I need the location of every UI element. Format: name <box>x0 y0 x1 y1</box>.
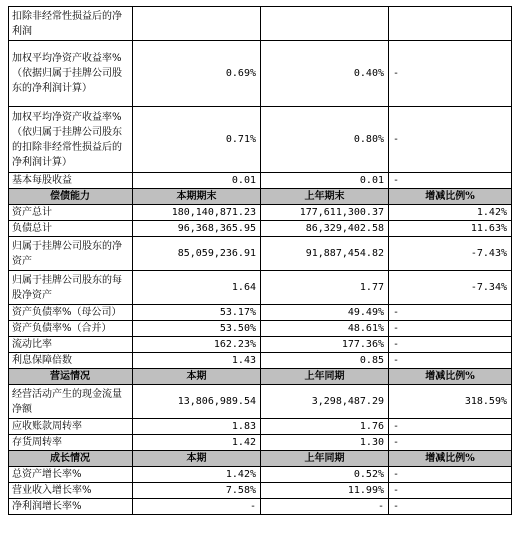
table-row <box>9 41 512 107</box>
value-cell: 本期 <box>133 369 261 385</box>
financial-indicators-table <box>8 6 512 515</box>
value-cell: 180,140,871.23 <box>133 205 261 221</box>
table-row <box>9 205 512 221</box>
value-cell: 0.40% <box>261 41 389 107</box>
value-cell: 49.49% <box>261 305 389 321</box>
table-row <box>9 499 512 515</box>
change-cell: - <box>389 107 512 173</box>
table-row <box>9 237 512 271</box>
value-cell: 0.69% <box>133 41 261 107</box>
value-cell: 0.01 <box>133 173 261 189</box>
change-cell: 11.63% <box>389 221 512 237</box>
row-label: 资产负债率%（合并） <box>9 321 133 337</box>
value-cell: 13,806,989.54 <box>133 385 261 419</box>
value-cell: 1.83 <box>133 419 261 435</box>
row-label: 基本每股收益 <box>9 173 133 189</box>
value-cell: 1.42% <box>133 467 261 483</box>
value-cell: - <box>261 499 389 515</box>
value-cell <box>261 7 389 41</box>
value-cell: 1.43 <box>133 353 261 369</box>
value-cell: 1.30 <box>261 435 389 451</box>
row-label: 营业收入增长率% <box>9 483 133 499</box>
section-header-row <box>9 369 512 385</box>
table-row <box>9 321 512 337</box>
section-header-row <box>9 189 512 205</box>
row-label: 扣除非经常性损益后的净利润 <box>9 7 133 41</box>
section-header-row <box>9 451 512 467</box>
value-cell: 1.64 <box>133 271 261 305</box>
value-cell: 上年期末 <box>261 189 389 205</box>
change-cell: -7.34% <box>389 271 512 305</box>
row-label: 经营活动产生的现金流量净额 <box>9 385 133 419</box>
value-cell: 91,887,454.82 <box>261 237 389 271</box>
row-label: 加权平均净资产收益率%（依归属于挂牌公司股东的扣除非经常性损益后的净利润计算） <box>9 107 133 173</box>
table-row <box>9 107 512 173</box>
row-label: 流动比率 <box>9 337 133 353</box>
section-title: 成长情况 <box>9 451 133 467</box>
change-cell: - <box>389 337 512 353</box>
value-cell: 0.71% <box>133 107 261 173</box>
value-cell: 53.50% <box>133 321 261 337</box>
row-label: 归属于挂牌公司股东的每股净资产 <box>9 271 133 305</box>
value-cell: 53.17% <box>133 305 261 321</box>
row-label: 总资产增长率% <box>9 467 133 483</box>
section-title: 偿债能力 <box>9 189 133 205</box>
change-cell: 增减比例% <box>389 369 512 385</box>
change-cell: - <box>389 305 512 321</box>
value-cell: 3,298,487.29 <box>261 385 389 419</box>
change-cell: 318.59% <box>389 385 512 419</box>
value-cell: 本期期末 <box>133 189 261 205</box>
row-label: 应收账款周转率 <box>9 419 133 435</box>
change-cell: -7.43% <box>389 237 512 271</box>
change-cell: - <box>389 467 512 483</box>
value-cell: 11.99% <box>261 483 389 499</box>
value-cell: 1.77 <box>261 271 389 305</box>
value-cell: 177,611,300.37 <box>261 205 389 221</box>
table-row <box>9 467 512 483</box>
value-cell: 1.42 <box>133 435 261 451</box>
value-cell: 本期 <box>133 451 261 467</box>
value-cell: 86,329,402.58 <box>261 221 389 237</box>
row-label: 资产负债率%（母公司） <box>9 305 133 321</box>
table-row <box>9 305 512 321</box>
section-title: 营运情况 <box>9 369 133 385</box>
change-cell: 增减比例% <box>389 189 512 205</box>
table-row <box>9 337 512 353</box>
value-cell: 上年同期 <box>261 369 389 385</box>
value-cell <box>133 7 261 41</box>
value-cell: 7.58% <box>133 483 261 499</box>
change-cell <box>389 7 512 41</box>
value-cell: 0.01 <box>261 173 389 189</box>
row-label: 存货周转率 <box>9 435 133 451</box>
change-cell: - <box>389 499 512 515</box>
value-cell: 177.36% <box>261 337 389 353</box>
value-cell: 1.76 <box>261 419 389 435</box>
change-cell: - <box>389 483 512 499</box>
change-cell: - <box>389 173 512 189</box>
table-row <box>9 221 512 237</box>
table-row <box>9 385 512 419</box>
change-cell: - <box>389 435 512 451</box>
row-label: 负债总计 <box>9 221 133 237</box>
value-cell: 0.85 <box>261 353 389 369</box>
table-row <box>9 7 512 41</box>
change-cell: - <box>389 41 512 107</box>
table-row <box>9 353 512 369</box>
table-row <box>9 271 512 305</box>
change-cell: - <box>389 353 512 369</box>
table-row <box>9 483 512 499</box>
change-cell: 增减比例% <box>389 451 512 467</box>
change-cell: - <box>389 321 512 337</box>
row-label: 利息保障倍数 <box>9 353 133 369</box>
change-cell: 1.42% <box>389 205 512 221</box>
table-row <box>9 435 512 451</box>
change-cell: - <box>389 419 512 435</box>
value-cell: 上年同期 <box>261 451 389 467</box>
row-label: 加权平均净资产收益率%（依据归属于挂牌公司股东的净利润计算） <box>9 41 133 107</box>
value-cell: 162.23% <box>133 337 261 353</box>
row-label: 归属于挂牌公司股东的净资产 <box>9 237 133 271</box>
table-row <box>9 419 512 435</box>
value-cell: 0.80% <box>261 107 389 173</box>
value-cell: 0.52% <box>261 467 389 483</box>
table-row <box>9 173 512 189</box>
value-cell: 85,059,236.91 <box>133 237 261 271</box>
table-body <box>9 7 512 515</box>
value-cell: 48.61% <box>261 321 389 337</box>
row-label: 资产总计 <box>9 205 133 221</box>
value-cell: - <box>133 499 261 515</box>
value-cell: 96,368,365.95 <box>133 221 261 237</box>
row-label: 净利润增长率% <box>9 499 133 515</box>
